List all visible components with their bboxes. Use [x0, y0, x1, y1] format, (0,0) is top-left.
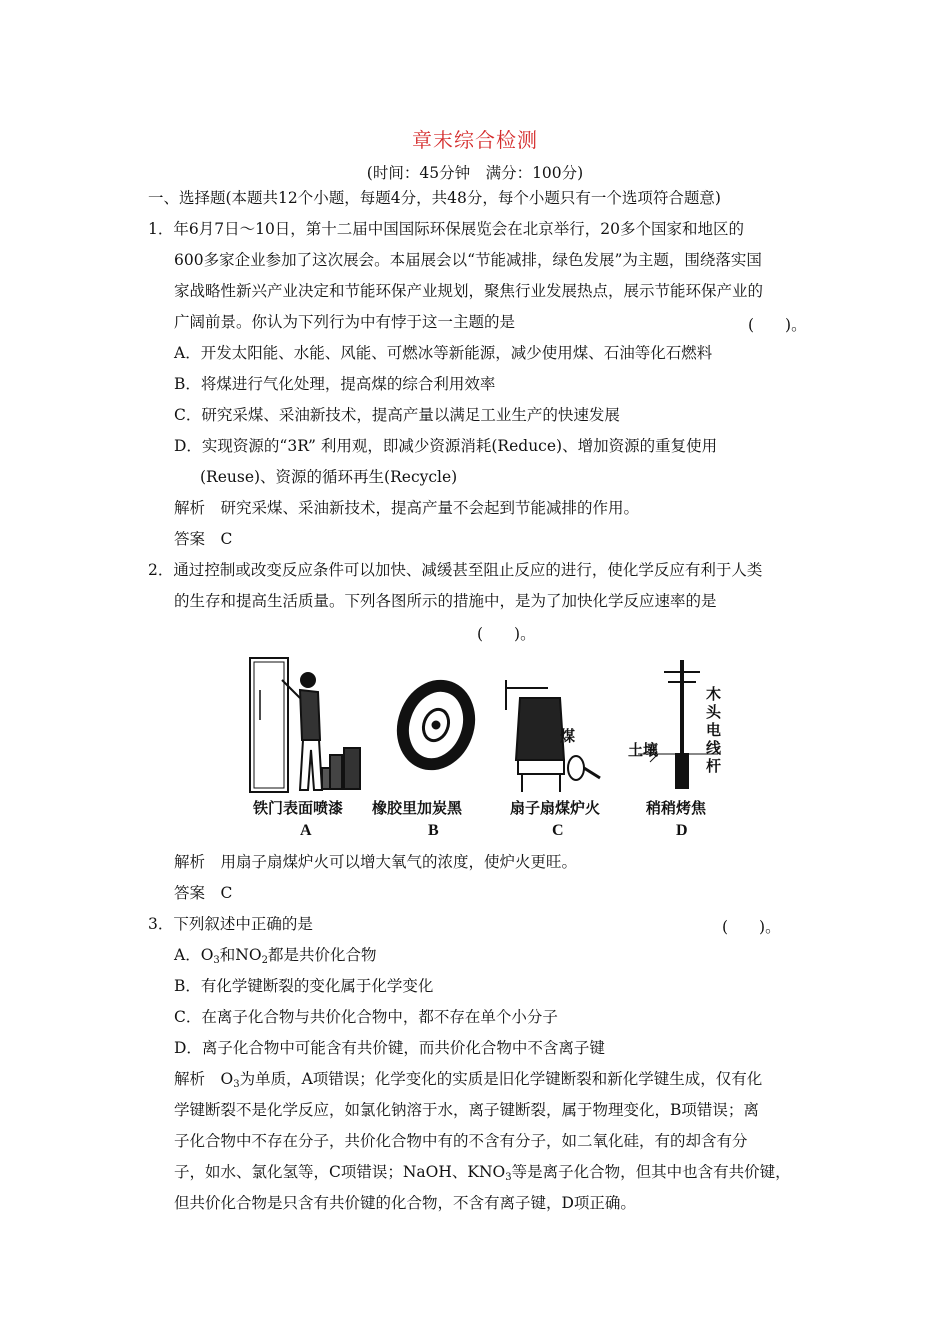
q1-answer-blank: ( )。 — [748, 316, 807, 334]
q1-answer: 答案 C — [174, 530, 233, 548]
q2-stem-line: 2．通过控制或改变反应条件可以加快、减缓甚至阻止反应的进行，使化学反应有利于人类 — [148, 561, 763, 579]
letter-a: A — [300, 822, 312, 839]
q2-stem-line: 的生存和提高生活质量。下列各图所示的措施中，是为了加快化学反应速率的是 — [174, 592, 717, 610]
q1-option-d-cont: (Reuse)、资源的循环再生(Recycle) — [200, 468, 458, 486]
q3-analysis-line: 学键断裂不是化学反应，如氯化钠溶于水，离子键断裂，属于物理变化，B项错误；离 — [174, 1101, 759, 1119]
q1-option-d: D．实现资源的“3R” 利用观，即减少资源消耗(Reduce)、增加资源的重复使用 — [174, 437, 718, 455]
caption-a: 铁门表面喷漆 — [253, 799, 344, 817]
section-heading: 一、选择题(本题共12个小题，每题4分，共48分，每个小题只有一个选项符合题意) — [148, 189, 721, 207]
q2-answer-blank: ( )。 — [477, 625, 536, 643]
q1-option-c: C．研究采煤、采油新技术，提高产量以满足工业生产的快速发展 — [174, 406, 620, 424]
soil-label: 土壤 — [628, 741, 659, 759]
q3-option-a: A．$O_3$和$NO_2$都是共价化合物 — [174, 946, 377, 966]
pole-label-char: 线 — [706, 739, 722, 757]
letter-c: C — [552, 822, 564, 839]
pole-label-char: 杆 — [706, 757, 722, 775]
q1-stem-line: 广阔前景。你认为下列行为中有悖于这一主题的是 — [174, 313, 516, 331]
coal-label: 煤 — [560, 727, 576, 745]
caption-b: 橡胶里加炭黑 — [372, 799, 463, 817]
q3-analysis-line: 但共价化合物是只含有共价键的化合物，不含有离子键，D项正确。 — [174, 1194, 636, 1212]
letter-b: B — [428, 822, 439, 839]
q1-stem-line: 家战略性新兴产业决定和节能环保产业规划，聚焦行业发展热点，展示节能环保产业的 — [174, 282, 764, 300]
letter-d: D — [676, 822, 688, 839]
coal-stove-illustration — [506, 680, 600, 792]
caption-c: 扇子扇煤炉火 — [510, 799, 601, 817]
q1-stem-line: 1．年6月7日～10日，第十二届中国国际环保展览会在北京举行，20多个国家和地区的 — [148, 220, 745, 238]
q3-analysis-line: 解析 $O_3$为单质，A项错误；化学变化的实质是旧化学键断裂和新化学键生成，仅有化 — [174, 1070, 763, 1090]
q1-analysis: 解析 研究采煤、采油新技术，提高产量不会起到节能减排的作用。 — [174, 499, 640, 517]
q3-option-b: B．有化学键断裂的变化属于化学变化 — [174, 977, 434, 995]
q3-stem: 3．下列叙述中正确的是 — [148, 915, 313, 933]
q3-analysis-line: 子化合物中不存在分子，共价化合物中有的不含有分子，如二氧化硅，有的却含有分 — [174, 1132, 748, 1150]
q3-option-c: C．在离子化合物与共价化合物中，都不存在单个小分子 — [174, 1008, 558, 1026]
q3-answer-blank: ( )。 — [722, 918, 781, 936]
pole-label-char: 木 — [706, 685, 722, 703]
caption-d: 稍稍烤焦 — [646, 799, 707, 817]
q2-analysis: 解析 用扇子扇煤炉火可以增大氧气的浓度，使炉火更旺。 — [174, 853, 578, 871]
q1-option-a: A．开发太阳能、水能、风能、可燃冰等新能源，减少使用煤、石油等化石燃料 — [174, 344, 713, 362]
tire-illustration — [392, 676, 480, 773]
pole-label-char: 电 — [706, 721, 722, 739]
page-title: 章末综合检测 — [412, 128, 538, 152]
pole-label-char: 头 — [706, 703, 722, 721]
exam-subtitle: (时间：45分钟 满分：100分) — [366, 164, 584, 182]
q1-option-b: B．将煤进行气化处理，提高煤的综合利用效率 — [174, 375, 496, 393]
q2-answer: 答案 C — [174, 884, 233, 902]
q2-figure — [248, 650, 738, 845]
painting-door-illustration — [250, 658, 360, 792]
q3-option-d: D．离子化合物中可能含有共价键，而共价化合物中不含离子键 — [174, 1039, 605, 1057]
q3-analysis-line: 子，如水、氯化氢等，C项错误；NaOH、$KNO_3$等是离子化合物，但其中也含有共价键， — [174, 1163, 791, 1183]
q1-stem-line: 600多家企业参加了这次展会。本届展会以“节能减排，绿色发展”为主题，围绕落实国 — [174, 251, 762, 269]
